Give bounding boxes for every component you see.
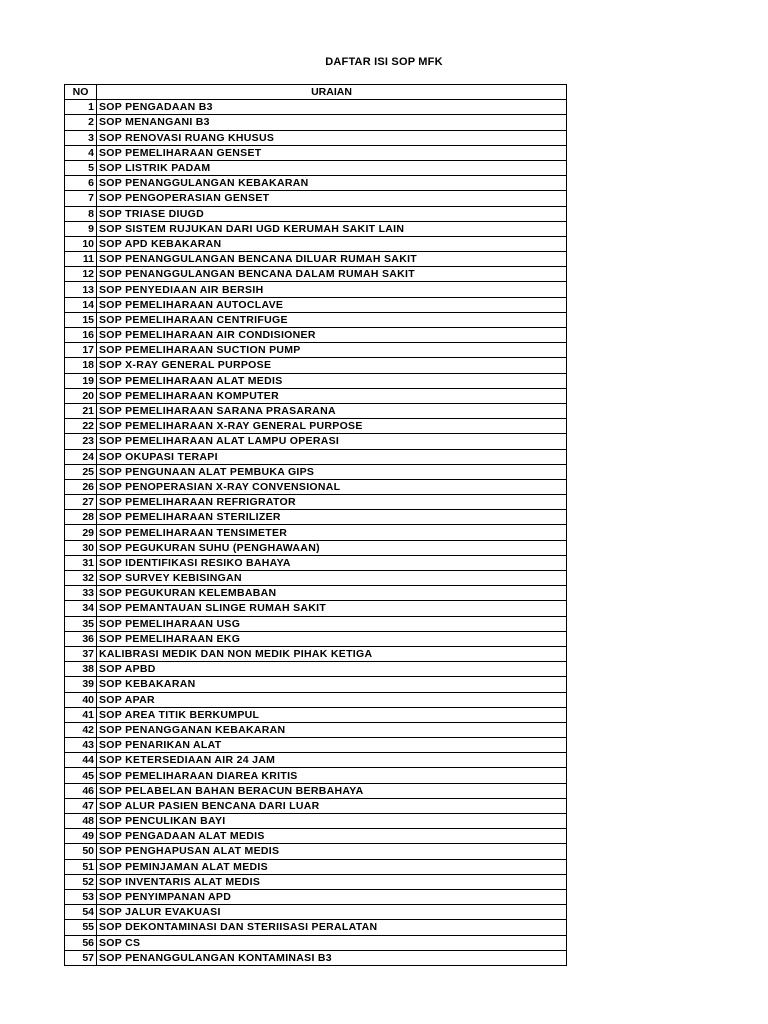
row-number: 36 bbox=[65, 631, 97, 646]
row-number: 57 bbox=[65, 950, 97, 965]
row-number: 46 bbox=[65, 783, 97, 798]
row-description: SOP APAR bbox=[97, 692, 567, 707]
row-description: SOP ALUR PASIEN BENCANA DARI LUAR bbox=[97, 798, 567, 813]
row-description: SOP PEMELIHARAAN ALAT LAMPU OPERASI bbox=[97, 434, 567, 449]
table-row bbox=[65, 601, 567, 616]
row-number: 16 bbox=[65, 328, 97, 343]
row-number: 27 bbox=[65, 495, 97, 510]
row-number: 19 bbox=[65, 373, 97, 388]
row-description: SOP PEMELIHARAAN X-RAY GENERAL PURPOSE bbox=[97, 419, 567, 434]
table-row bbox=[65, 874, 567, 889]
table-row bbox=[65, 388, 567, 403]
row-description: SOP PENGOPERASIAN GENSET bbox=[97, 191, 567, 206]
table-row bbox=[65, 100, 567, 115]
row-description: SOP PENGADAAN ALAT MEDIS bbox=[97, 829, 567, 844]
row-description: SOP PENANGGULANGAN KONTAMINASI B3 bbox=[97, 950, 567, 965]
row-number: 6 bbox=[65, 176, 97, 191]
table-row bbox=[65, 252, 567, 267]
row-number: 32 bbox=[65, 571, 97, 586]
table-row bbox=[65, 889, 567, 904]
table-row bbox=[65, 358, 567, 373]
table-row bbox=[65, 586, 567, 601]
table-row bbox=[65, 905, 567, 920]
row-number: 23 bbox=[65, 434, 97, 449]
table-row bbox=[65, 616, 567, 631]
row-description: SOP PEMELIHARAAN SUCTION PUMP bbox=[97, 343, 567, 358]
row-description: SOP PEMELIHARAAN DIAREA KRITIS bbox=[97, 768, 567, 783]
row-description: SOP OKUPASI TERAPI bbox=[97, 449, 567, 464]
table-row bbox=[65, 160, 567, 175]
row-number: 34 bbox=[65, 601, 97, 616]
row-number: 15 bbox=[65, 312, 97, 327]
row-description: SOP KETERSEDIAAN AIR 24 JAM bbox=[97, 753, 567, 768]
row-description: SOP PEMELIHARAAN USG bbox=[97, 616, 567, 631]
row-description: SOP TRIASE DIUGD bbox=[97, 206, 567, 221]
table-row bbox=[65, 282, 567, 297]
row-description: SOP PENGUNAAN ALAT PEMBUKA GIPS bbox=[97, 464, 567, 479]
row-description: SOP MENANGANI B3 bbox=[97, 115, 567, 130]
row-description: SOP PENCULIKAN BAYI bbox=[97, 814, 567, 829]
table-row bbox=[65, 479, 567, 494]
row-number: 33 bbox=[65, 586, 97, 601]
row-description: SOP IDENTIFIKASI RESIKO BAHAYA bbox=[97, 555, 567, 570]
row-number: 17 bbox=[65, 343, 97, 358]
row-number: 54 bbox=[65, 905, 97, 920]
table-row bbox=[65, 768, 567, 783]
row-description: SOP PENARIKAN ALAT bbox=[97, 738, 567, 753]
table-row bbox=[65, 525, 567, 540]
table-row bbox=[65, 403, 567, 418]
table-row bbox=[65, 935, 567, 950]
row-description: SOP PEMELIHARAAN SARANA PRASARANA bbox=[97, 403, 567, 418]
table-row bbox=[65, 920, 567, 935]
table-row bbox=[65, 464, 567, 479]
row-description: SOP CS bbox=[97, 935, 567, 950]
row-number: 11 bbox=[65, 252, 97, 267]
column-header-no: NO bbox=[65, 85, 97, 100]
table-row bbox=[65, 692, 567, 707]
row-description: SOP X-RAY GENERAL PURPOSE bbox=[97, 358, 567, 373]
row-number: 39 bbox=[65, 677, 97, 692]
table-row bbox=[65, 950, 567, 965]
table-row bbox=[65, 798, 567, 813]
row-description: SOP SISTEM RUJUKAN DARI UGD KERUMAH SAKIT LAIN bbox=[97, 221, 567, 236]
row-description: SOP RENOVASI RUANG KHUSUS bbox=[97, 130, 567, 145]
row-number: 30 bbox=[65, 540, 97, 555]
row-description: SOP INVENTARIS ALAT MEDIS bbox=[97, 874, 567, 889]
row-number: 51 bbox=[65, 859, 97, 874]
table-row bbox=[65, 191, 567, 206]
row-description: SOP PEMELIHARAAN ALAT MEDIS bbox=[97, 373, 567, 388]
table-row bbox=[65, 829, 567, 844]
row-description: KALIBRASI MEDIK DAN NON MEDIK PIHAK KETIGA bbox=[97, 646, 567, 661]
row-description: SOP APBD bbox=[97, 662, 567, 677]
row-description: SOP SURVEY KEBISINGAN bbox=[97, 571, 567, 586]
table-row bbox=[65, 130, 567, 145]
row-description: SOP PEMELIHARAAN AUTOCLAVE bbox=[97, 297, 567, 312]
row-description: SOP PEGUKURAN SUHU (PENGHAWAAN) bbox=[97, 540, 567, 555]
row-description: SOP PENGADAAN B3 bbox=[97, 100, 567, 115]
document-title: DAFTAR ISI SOP MFK bbox=[325, 56, 443, 68]
table-row bbox=[65, 115, 567, 130]
row-description: SOP PEMELIHARAAN AIR CONDISIONER bbox=[97, 328, 567, 343]
row-description: SOP PENANGGULANGAN KEBAKARAN bbox=[97, 176, 567, 191]
row-number: 53 bbox=[65, 889, 97, 904]
table-row bbox=[65, 677, 567, 692]
table-row bbox=[65, 419, 567, 434]
table-row bbox=[65, 646, 567, 661]
row-number: 3 bbox=[65, 130, 97, 145]
row-number: 1 bbox=[65, 100, 97, 115]
row-number: 35 bbox=[65, 616, 97, 631]
row-number: 40 bbox=[65, 692, 97, 707]
row-description: SOP PEMELIHARAAN GENSET bbox=[97, 145, 567, 160]
table-row bbox=[65, 328, 567, 343]
table-row bbox=[65, 297, 567, 312]
row-number: 31 bbox=[65, 555, 97, 570]
row-description: SOP PENYEDIAAN AIR BERSIH bbox=[97, 282, 567, 297]
row-number: 45 bbox=[65, 768, 97, 783]
table-row bbox=[65, 373, 567, 388]
row-description: SOP DEKONTAMINASI DAN STERIISASI PERALATAN bbox=[97, 920, 567, 935]
column-header-uraian: URAIAN bbox=[97, 85, 567, 100]
row-description: SOP JALUR EVAKUASI bbox=[97, 905, 567, 920]
row-number: 7 bbox=[65, 191, 97, 206]
table-row bbox=[65, 753, 567, 768]
row-number: 38 bbox=[65, 662, 97, 677]
table-body bbox=[65, 100, 567, 966]
table-row bbox=[65, 343, 567, 358]
row-number: 28 bbox=[65, 510, 97, 525]
row-number: 22 bbox=[65, 419, 97, 434]
row-description: SOP PENOPERASIAN X-RAY CONVENSIONAL bbox=[97, 479, 567, 494]
row-description: SOP PENANGGULANGAN BENCANA DALAM RUMAH SAKIT bbox=[97, 267, 567, 282]
row-number: 49 bbox=[65, 829, 97, 844]
row-description: SOP PENGHAPUSAN ALAT MEDIS bbox=[97, 844, 567, 859]
row-number: 56 bbox=[65, 935, 97, 950]
row-number: 42 bbox=[65, 722, 97, 737]
row-description: SOP PEMELIHARAAN EKG bbox=[97, 631, 567, 646]
row-description: SOP PEMINJAMAN ALAT MEDIS bbox=[97, 859, 567, 874]
row-number: 41 bbox=[65, 707, 97, 722]
table-row bbox=[65, 434, 567, 449]
row-number: 44 bbox=[65, 753, 97, 768]
row-number: 12 bbox=[65, 267, 97, 282]
sop-table bbox=[64, 84, 567, 966]
row-number: 55 bbox=[65, 920, 97, 935]
table-row bbox=[65, 571, 567, 586]
row-description: SOP PENANGGULANGAN BENCANA DILUAR RUMAH SAKIT bbox=[97, 252, 567, 267]
table-row bbox=[65, 267, 567, 282]
row-description: SOP AREA TITIK BERKUMPUL bbox=[97, 707, 567, 722]
row-description: SOP PENYIMPANAN APD bbox=[97, 889, 567, 904]
row-number: 20 bbox=[65, 388, 97, 403]
row-number: 5 bbox=[65, 160, 97, 175]
table-row bbox=[65, 312, 567, 327]
table-row bbox=[65, 176, 567, 191]
table-row bbox=[65, 859, 567, 874]
row-number: 8 bbox=[65, 206, 97, 221]
table-row bbox=[65, 844, 567, 859]
row-number: 4 bbox=[65, 145, 97, 160]
table-row bbox=[65, 540, 567, 555]
row-number: 24 bbox=[65, 449, 97, 464]
table-row bbox=[65, 662, 567, 677]
row-description: SOP APD KEBAKARAN bbox=[97, 236, 567, 251]
table-header-row bbox=[65, 85, 567, 100]
row-number: 29 bbox=[65, 525, 97, 540]
row-number: 25 bbox=[65, 464, 97, 479]
table-row bbox=[65, 738, 567, 753]
row-number: 43 bbox=[65, 738, 97, 753]
table-row bbox=[65, 783, 567, 798]
row-number: 18 bbox=[65, 358, 97, 373]
table-row bbox=[65, 722, 567, 737]
table-row bbox=[65, 145, 567, 160]
row-number: 48 bbox=[65, 814, 97, 829]
row-number: 21 bbox=[65, 403, 97, 418]
row-description: SOP PEMELIHARAAN STERILIZER bbox=[97, 510, 567, 525]
table-row bbox=[65, 495, 567, 510]
row-description: SOP PEMELIHARAAN KOMPUTER bbox=[97, 388, 567, 403]
table-row bbox=[65, 206, 567, 221]
table-row bbox=[65, 236, 567, 251]
row-number: 26 bbox=[65, 479, 97, 494]
row-number: 9 bbox=[65, 221, 97, 236]
row-description: SOP LISTRIK PADAM bbox=[97, 160, 567, 175]
table-row bbox=[65, 221, 567, 236]
row-description: SOP KEBAKARAN bbox=[97, 677, 567, 692]
row-description: SOP PEMELIHARAAN REFRIGRATOR bbox=[97, 495, 567, 510]
row-number: 14 bbox=[65, 297, 97, 312]
row-number: 37 bbox=[65, 646, 97, 661]
table-row bbox=[65, 707, 567, 722]
table-row bbox=[65, 449, 567, 464]
row-description: SOP PEMANTAUAN SLINGE RUMAH SAKIT bbox=[97, 601, 567, 616]
row-description: SOP PENANGGANAN KEBAKARAN bbox=[97, 722, 567, 737]
row-number: 13 bbox=[65, 282, 97, 297]
table-row bbox=[65, 631, 567, 646]
row-number: 2 bbox=[65, 115, 97, 130]
row-number: 47 bbox=[65, 798, 97, 813]
row-number: 52 bbox=[65, 874, 97, 889]
table-row bbox=[65, 510, 567, 525]
table-row bbox=[65, 555, 567, 570]
row-description: SOP PELABELAN BAHAN BERACUN BERBAHAYA bbox=[97, 783, 567, 798]
table-row bbox=[65, 814, 567, 829]
row-description: SOP PEMELIHARAAN TENSIMETER bbox=[97, 525, 567, 540]
row-description: SOP PEGUKURAN KELEMBABAN bbox=[97, 586, 567, 601]
row-number: 10 bbox=[65, 236, 97, 251]
row-description: SOP PEMELIHARAAN CENTRIFUGE bbox=[97, 312, 567, 327]
row-number: 50 bbox=[65, 844, 97, 859]
